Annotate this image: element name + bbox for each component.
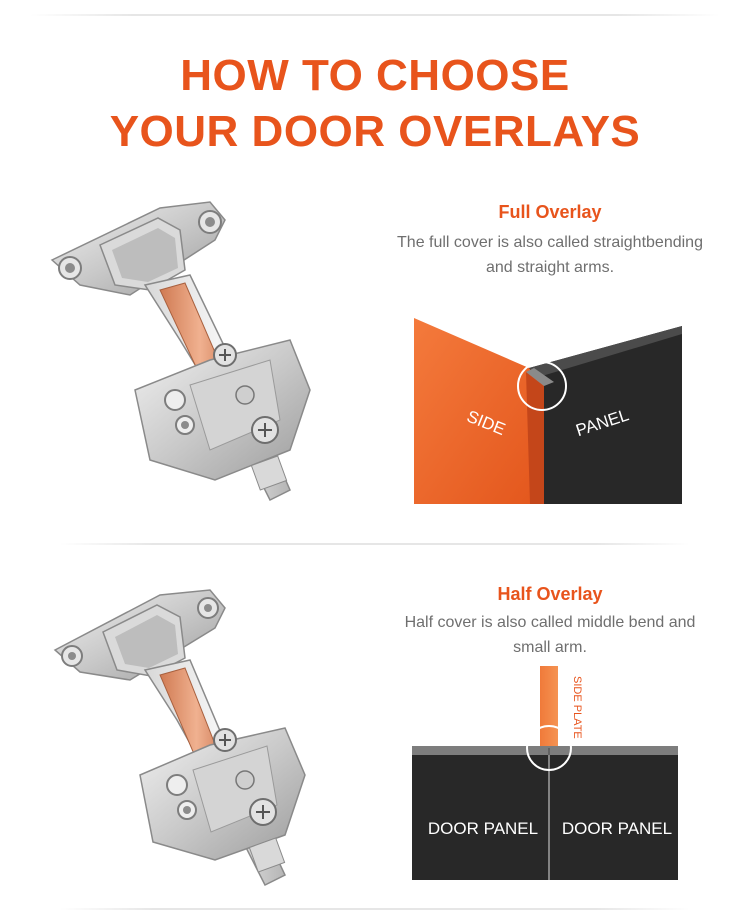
door-panel-right	[550, 755, 678, 880]
hinge-image-half-overlay	[45, 580, 315, 890]
door-panel-left	[412, 755, 548, 880]
side-plate-label: SIDE PLATE	[571, 676, 583, 739]
half-overlay-diagram	[410, 664, 680, 882]
full-overlay-diagram	[414, 318, 684, 506]
door-panel-left-label: DOOR PANEL	[427, 819, 539, 838]
full-overlay-description: The full cover is also called straightbending and straight arms.	[397, 234, 703, 276]
panel-label: PANEL	[573, 405, 632, 441]
side-plate	[540, 666, 558, 748]
half-overlay-description: Half cover is also called middle bend and small arm.	[404, 614, 696, 656]
hinge-image-full-overlay	[40, 190, 320, 510]
page-title-line-2: YOUR DOOR OVERLAYS	[109, 107, 641, 156]
door-panel-right-label: DOOR PANEL	[561, 819, 673, 838]
top-divider	[30, 14, 720, 16]
full-overlay-title: Full Overlay	[498, 202, 602, 222]
page-title-line-1: HOW TO CHOOSE	[180, 51, 570, 100]
bottom-divider	[60, 908, 690, 910]
side-label: SIDE	[464, 406, 509, 440]
page-title	[0, 48, 750, 160]
middle-divider	[60, 543, 690, 545]
half-overlay-title: Half Overlay	[497, 584, 603, 604]
